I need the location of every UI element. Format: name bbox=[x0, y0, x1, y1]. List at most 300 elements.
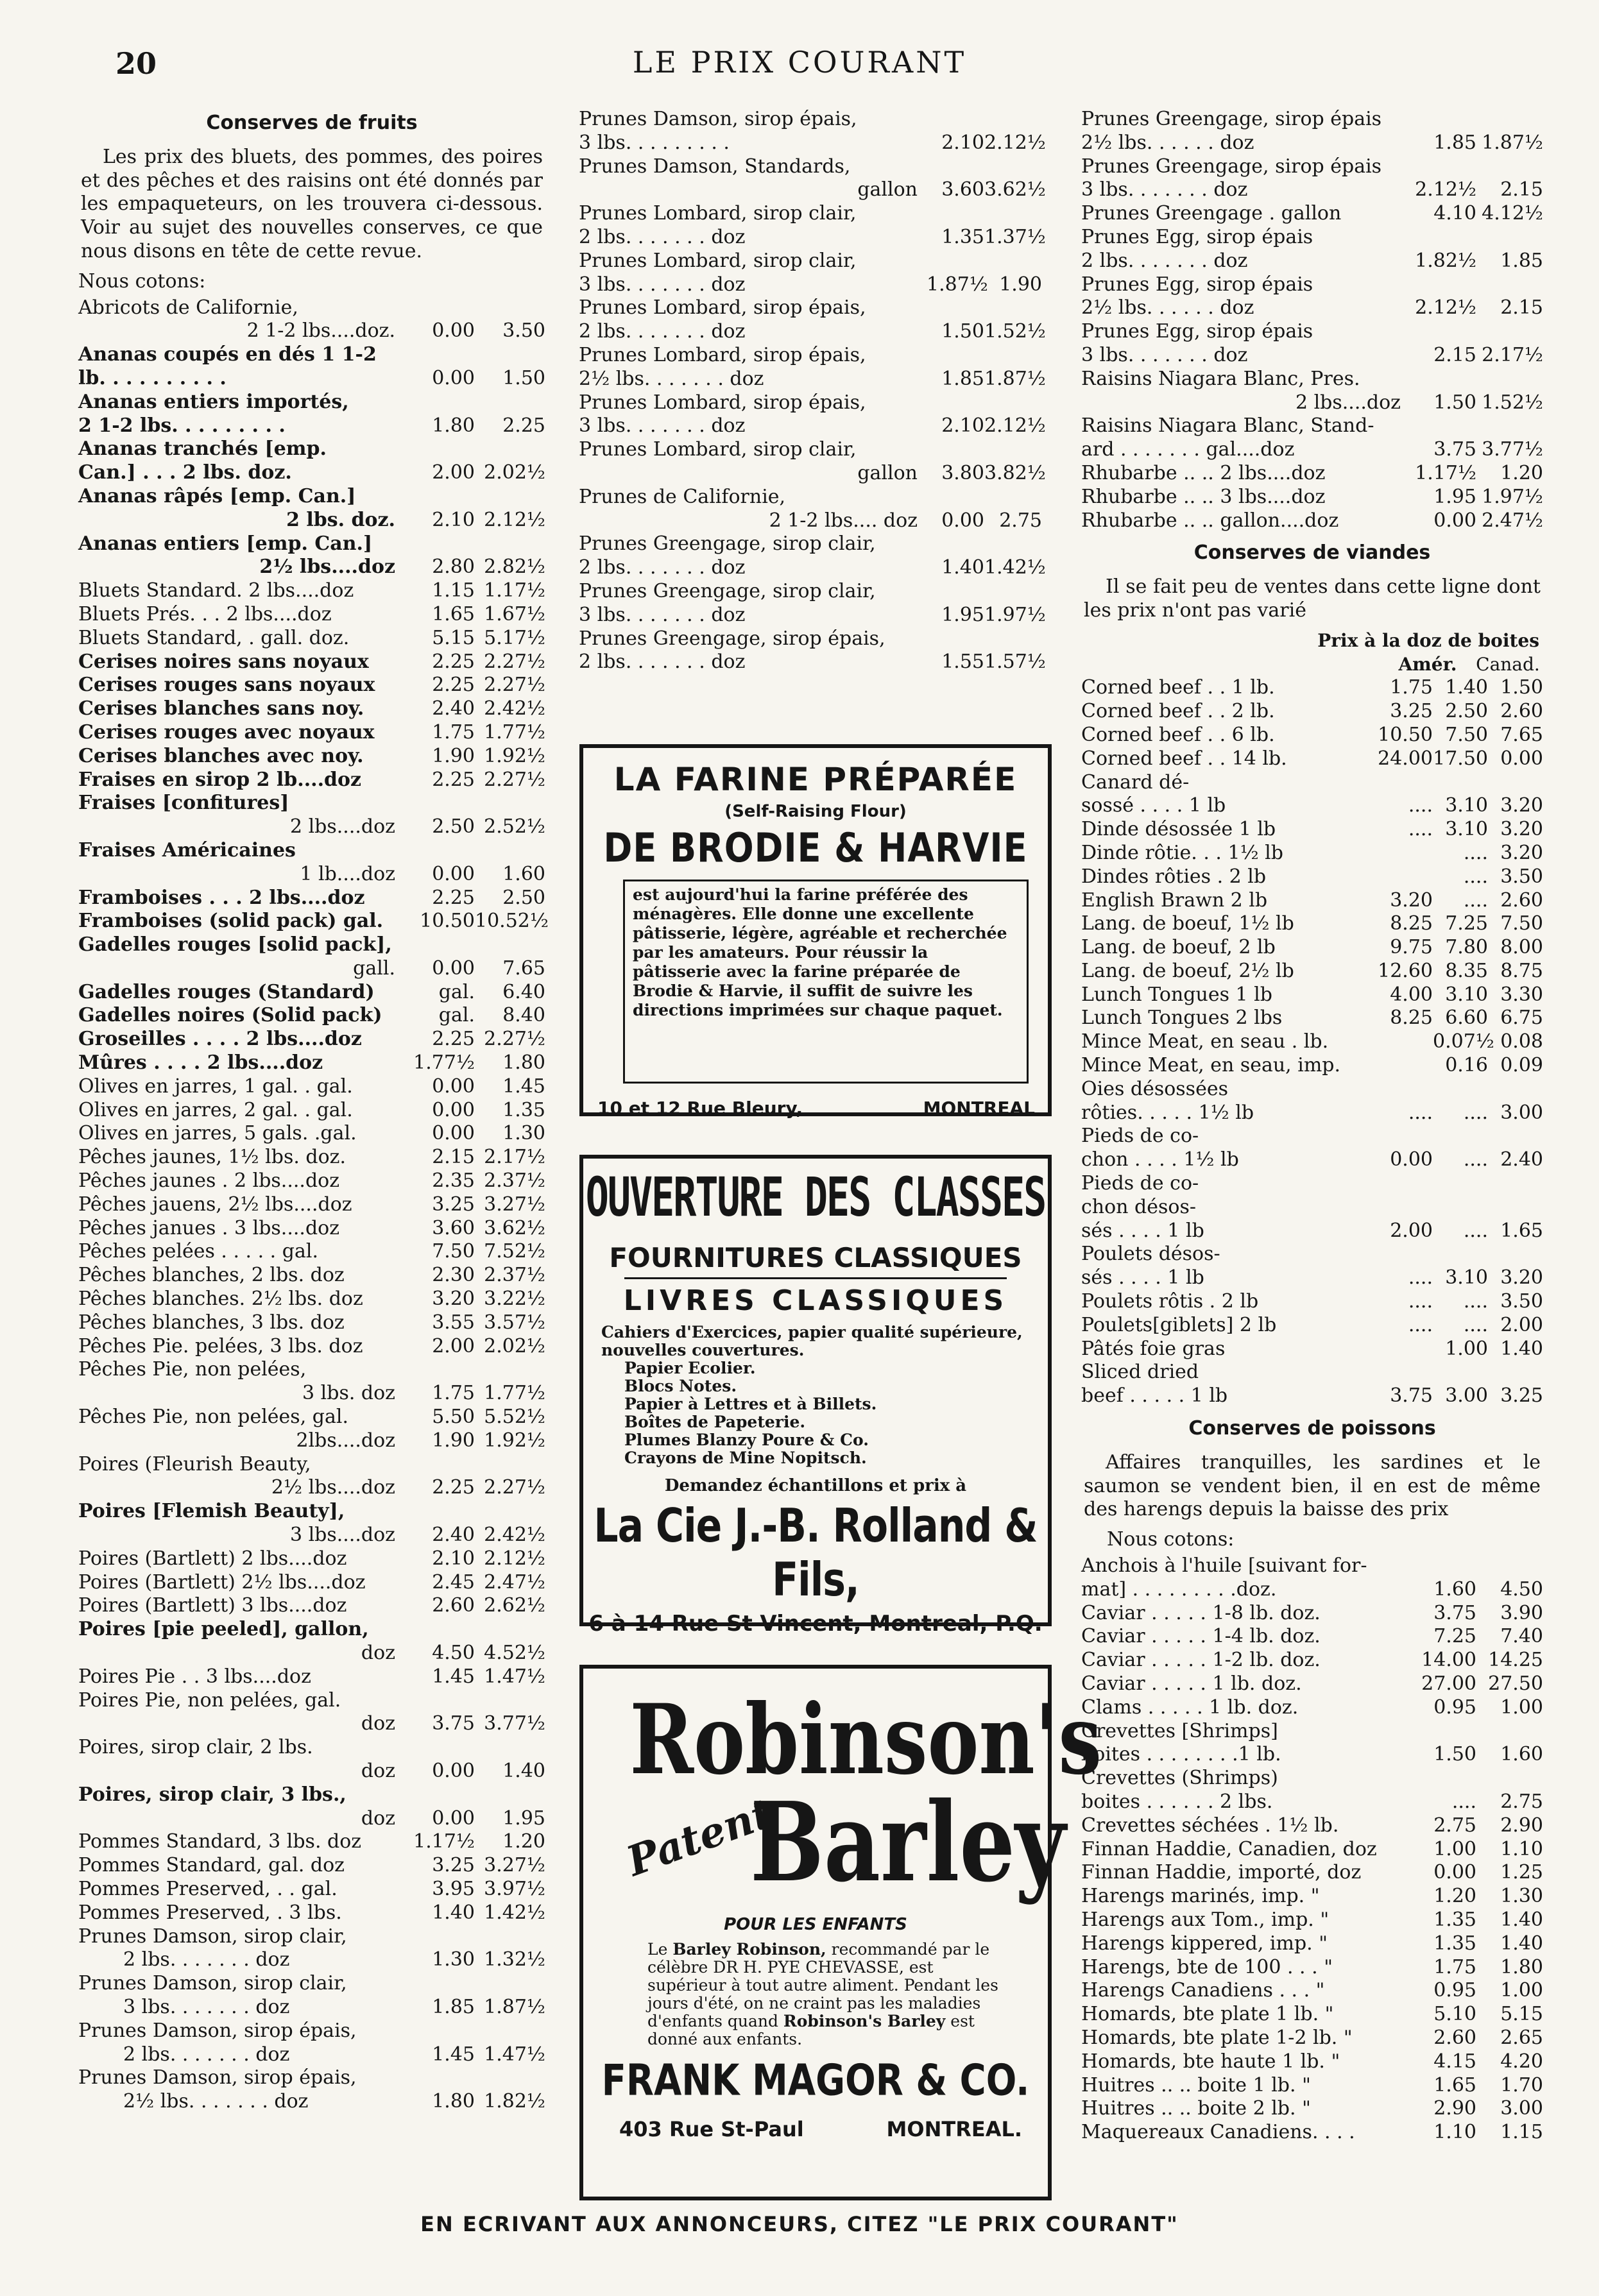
item-name: Poires (Bartlett) 3 lbs....doz bbox=[78, 1594, 347, 1617]
price-row bbox=[78, 532, 545, 556]
price-row bbox=[1081, 1554, 1543, 1578]
item-name: Framboises . . . 2 lbs....doz bbox=[78, 886, 365, 909]
item-price: 2.12½ bbox=[1415, 178, 1476, 201]
item-name: doz bbox=[361, 1759, 395, 1782]
item-name: Lunch Tongues 2 lbs bbox=[1081, 1007, 1283, 1030]
item-price bbox=[475, 391, 545, 414]
item-name: Prunes Egg, sirop épais bbox=[1081, 225, 1313, 248]
item-name: Dinde rôtie. . . 1½ lb bbox=[1081, 841, 1283, 864]
price-row bbox=[78, 1122, 545, 1146]
price-row bbox=[78, 1807, 545, 1831]
item-price: 1.80 bbox=[1500, 1955, 1543, 1978]
item-name: Huitres .. .. boite 2 lb. " bbox=[1081, 2097, 1311, 2120]
item-price: 2.42½ bbox=[484, 1524, 545, 1547]
item-name: Homards, bte plate 1-2 lb. " bbox=[1081, 2026, 1353, 2049]
item-price bbox=[1410, 368, 1476, 391]
item-price: 1.65 bbox=[1500, 1219, 1543, 1242]
item-name: Pêches blanches, 2 lbs. doz bbox=[78, 1264, 345, 1287]
item-price: 7.25 bbox=[1445, 912, 1488, 935]
item-price: 1.77½ bbox=[484, 1382, 545, 1405]
price-row bbox=[78, 2020, 545, 2043]
item-price: 3.00 bbox=[1445, 1384, 1488, 1407]
item-name: English Brawn 2 lb bbox=[1081, 889, 1268, 912]
item-price: 2.27½ bbox=[484, 768, 545, 791]
item-price: 2.12½ bbox=[484, 508, 545, 531]
item-name: 2 1-2 lbs....doz. bbox=[246, 319, 395, 343]
item-name: Lang. de boeuf, 1½ lb bbox=[1081, 912, 1294, 935]
item-name: Pêches blanches. 2½ lbs. doz bbox=[78, 1288, 363, 1311]
item-price: 2.12½ bbox=[984, 414, 1046, 438]
item-price bbox=[1476, 226, 1543, 250]
item-price: 12.60 bbox=[1378, 959, 1433, 982]
ad-barley-body-bold: Robinson's Barley bbox=[783, 2012, 946, 2030]
price-row bbox=[78, 1217, 545, 1241]
price-row bbox=[1081, 1172, 1543, 1196]
item-name: Lang. de boeuf, 2 lb bbox=[1081, 936, 1276, 959]
item-price: 1.75 bbox=[432, 720, 475, 744]
item-name: Caviar . . . . . 1-4 lb. doz. bbox=[1081, 1625, 1321, 1648]
item-price bbox=[1476, 108, 1543, 132]
item-price bbox=[1488, 1078, 1543, 1101]
item-price bbox=[927, 532, 984, 556]
ad-barley-body-text: recommandé par le célèbre DR H. PYE CHEVASSE, est supérieur à tout autre aliment. Pendant les jours d'été, on ne craint pas les maladies d'enfants quand bbox=[647, 1940, 998, 2030]
item-price: 1.87½ bbox=[927, 273, 988, 296]
price-row bbox=[78, 815, 545, 839]
ad-classes-line: Cahiers d'Exercices, papier qualité supérieure, nouvelles couvertures. bbox=[601, 1323, 1023, 1359]
item-price bbox=[1433, 1078, 1488, 1101]
item-price bbox=[1476, 155, 1543, 179]
section-title-fruits: Conserves de fruits bbox=[206, 112, 418, 134]
item-price: 1.82½ bbox=[1415, 249, 1476, 272]
item-price: 8.35 bbox=[1445, 959, 1488, 982]
fruit-price-list bbox=[78, 296, 549, 2114]
item-name: Poulets désos- bbox=[1081, 1243, 1220, 1266]
price-row bbox=[1081, 462, 1543, 486]
item-name: Prunes Greengage, sirop clair, bbox=[579, 532, 876, 556]
item-price: 2.45 bbox=[432, 1570, 475, 1594]
item-name: Crevettes (Shrimps) bbox=[1081, 1767, 1278, 1790]
item-price: 17.50 bbox=[1433, 747, 1488, 770]
item-name: Prunes de Californie, bbox=[579, 485, 786, 508]
item-price: 2.82½ bbox=[484, 556, 545, 579]
price-row bbox=[78, 556, 545, 579]
ad-barley-body-text: Le bbox=[647, 1940, 673, 1959]
ad-classes-line: Boîtes de Papeterie. bbox=[624, 1413, 806, 1431]
fruits-subhead: Nous cotons: bbox=[78, 269, 206, 293]
item-price: 2.15 bbox=[1500, 178, 1543, 201]
price-row bbox=[1081, 368, 1543, 391]
item-name: Raisins Niagara Blanc, Pres. bbox=[1081, 367, 1360, 390]
item-price: 3.77½ bbox=[1482, 438, 1543, 461]
item-name: Prunes Egg, sirop épais bbox=[1081, 320, 1313, 343]
item-price: 14.25 bbox=[1488, 1649, 1543, 1672]
item-price: 3.50 bbox=[502, 319, 545, 343]
item-price: 14.00 bbox=[1421, 1649, 1476, 1672]
page-number: 20 bbox=[115, 46, 157, 81]
item-price: 3.55 bbox=[432, 1311, 475, 1334]
item-name: Pommes Preserved, . 3 lbs. bbox=[78, 1901, 342, 1924]
item-price bbox=[1476, 1720, 1543, 1744]
item-name: boites . . . . . . . .1 lb. bbox=[1081, 1743, 1281, 1766]
item-price: 1.95 bbox=[502, 1807, 545, 1830]
ad-barley-city: MONTREAL. bbox=[886, 2117, 1022, 2141]
item-price: 7.65 bbox=[502, 957, 545, 980]
item-price: 7.50 bbox=[432, 1240, 475, 1263]
item-price: .... bbox=[1463, 841, 1488, 864]
price-row bbox=[1081, 1625, 1543, 1649]
item-price bbox=[984, 580, 1042, 604]
price-row bbox=[78, 1311, 545, 1335]
item-price: 2.00 bbox=[432, 461, 475, 484]
item-name: Finnan Haddie, Canadien, doz bbox=[1081, 1837, 1377, 1860]
item-price: 1.77½ bbox=[413, 1051, 475, 1075]
item-name: Prunes Lombard, sirop épais, bbox=[579, 391, 866, 414]
item-name: Pêches Pie. pelées, 3 lbs. doz bbox=[78, 1334, 363, 1357]
item-price: 1.50 bbox=[502, 366, 545, 389]
item-price: 10.50 bbox=[1378, 723, 1433, 746]
item-price bbox=[404, 1689, 475, 1713]
item-price: 2.10 bbox=[432, 508, 475, 531]
price-row bbox=[579, 556, 1046, 580]
item-price: 6.75 bbox=[1500, 1007, 1543, 1030]
item-name: gallon bbox=[857, 461, 918, 484]
price-row bbox=[1081, 226, 1543, 250]
item-name: Dinde désossée 1 lb bbox=[1081, 818, 1276, 841]
price-row bbox=[579, 461, 1046, 486]
price-row bbox=[78, 792, 545, 815]
price-row bbox=[1081, 1338, 1543, 1361]
price-row bbox=[579, 155, 1042, 179]
item-name: 2½ lbs. . . . . . . doz bbox=[123, 2090, 309, 2113]
item-price bbox=[1488, 771, 1543, 795]
item-price: 2.37½ bbox=[484, 1264, 545, 1287]
item-name: Cerises rouges avec noyaux bbox=[78, 720, 375, 744]
item-price: 3.75 bbox=[1390, 1384, 1433, 1407]
item-price: 2.25 bbox=[432, 650, 475, 673]
ad-robinsons-barley bbox=[579, 1665, 1102, 2200]
item-name: Pêches jaunes . 2 lbs....doz bbox=[78, 1169, 340, 1193]
price-row bbox=[1081, 865, 1543, 889]
item-price bbox=[927, 580, 984, 604]
item-name: Rhubarbe .. .. gallon....doz bbox=[1081, 509, 1339, 532]
price-row bbox=[78, 1500, 545, 1524]
item-price bbox=[475, 438, 545, 461]
price-row bbox=[78, 1146, 545, 1169]
item-price bbox=[927, 438, 984, 462]
item-price: .... bbox=[1451, 1790, 1476, 1813]
price-row bbox=[1081, 936, 1543, 960]
price-row bbox=[78, 863, 545, 887]
item-price bbox=[1476, 414, 1543, 438]
price-row bbox=[579, 320, 1046, 344]
price-row bbox=[78, 2090, 545, 2114]
fish-intro: Affaires tranquilles, les sardines et le saumon se vendent bien, il en est de même des harengs depuis la baisse des prix bbox=[1084, 1450, 1541, 1521]
item-name: Pommes Preserved, . . gal. bbox=[78, 1877, 338, 1900]
price-row bbox=[78, 1736, 545, 1760]
item-name: Fraises [confitures] bbox=[78, 792, 289, 815]
item-price: 1.67½ bbox=[484, 602, 545, 625]
item-price bbox=[1410, 1720, 1476, 1744]
price-row bbox=[579, 178, 1046, 202]
item-price: 0.00 bbox=[432, 1807, 475, 1830]
ad-farine-headline: LA FARINE PRÉPARÉE bbox=[613, 761, 1018, 798]
item-price: 0.00 bbox=[432, 862, 475, 885]
item-name: Corned beef . . 2 lb. bbox=[1081, 700, 1275, 723]
item-price bbox=[984, 296, 1042, 320]
item-price: 1.17½ bbox=[484, 579, 545, 602]
item-price: 1.80 bbox=[502, 1051, 545, 1075]
item-price: 8.75 bbox=[1500, 959, 1543, 982]
item-price: 0.00 bbox=[941, 509, 984, 532]
item-price: 9.75 bbox=[1390, 936, 1433, 959]
item-name: Poires [Flemish Beauty], bbox=[78, 1500, 345, 1523]
item-name: Poulets rôtis . 2 lb bbox=[1081, 1290, 1259, 1313]
price-row bbox=[1081, 1932, 1543, 1956]
item-price: 1.60 bbox=[502, 862, 545, 885]
item-name: Prunes Damson, sirop épais, bbox=[579, 108, 857, 130]
price-row bbox=[1081, 1720, 1543, 1744]
item-name: Prunes Lombard, sirop clair, bbox=[579, 202, 857, 225]
item-price: 2.90 bbox=[1433, 2097, 1476, 2120]
item-name: 3 lbs. . . . . . . doz bbox=[1081, 178, 1248, 201]
ad-classes-list bbox=[601, 1323, 1048, 1467]
price-row bbox=[579, 108, 1042, 132]
item-price: 1.10 bbox=[1433, 2121, 1476, 2144]
price-row bbox=[78, 839, 545, 863]
price-row bbox=[1081, 344, 1543, 368]
ad-farine-address: 10 et 12 Rue Bleury, bbox=[597, 1098, 803, 1119]
item-price bbox=[404, 391, 475, 414]
item-name: Harengs, bte de 100 . . . " bbox=[1081, 1955, 1333, 1978]
ad-farine-subtitle: (Self-Raising Flour) bbox=[724, 802, 907, 821]
item-name: Poires [pie peeled], gallon, bbox=[78, 1618, 369, 1641]
item-name: Caviar . . . . . 1-8 lb. doz. bbox=[1081, 1601, 1321, 1624]
item-name: Harengs kippered, imp. " bbox=[1081, 1932, 1328, 1955]
item-name: 3 lbs. . . . . . . doz bbox=[1081, 343, 1248, 366]
price-row bbox=[1081, 108, 1543, 132]
price-row bbox=[78, 461, 545, 485]
item-price bbox=[1378, 1125, 1433, 1148]
item-price: 2.60 bbox=[1433, 2026, 1476, 2049]
price-row bbox=[1081, 1861, 1543, 1885]
ad-farine-city: MONTREAL bbox=[923, 1098, 1035, 1119]
price-row bbox=[1081, 1885, 1543, 1909]
price-row bbox=[1081, 296, 1543, 320]
item-name: Harengs marinés, imp. " bbox=[1081, 1885, 1320, 1908]
item-price: 2.12½ bbox=[984, 131, 1046, 154]
item-price bbox=[404, 485, 475, 509]
item-name: Prunes Greengage, sirop épais bbox=[1081, 108, 1382, 130]
item-price: 1.40 bbox=[1445, 676, 1488, 699]
item-name: lb. . . . . . . . . . bbox=[78, 366, 227, 389]
item-price: 0.00 bbox=[432, 1098, 475, 1121]
item-price: 0.16 bbox=[1445, 1054, 1488, 1077]
item-price: 1.85 bbox=[1433, 131, 1476, 154]
item-price: 3.80 bbox=[941, 461, 984, 484]
item-price: 1.40 bbox=[1500, 1337, 1543, 1360]
item-price bbox=[1476, 1767, 1543, 1790]
item-price: 2.65 bbox=[1500, 2026, 1543, 2049]
ad-barley-firm: FRANK MAGOR & CO. bbox=[601, 2055, 1030, 2106]
ad-barley-product: Barley bbox=[750, 1778, 1066, 1907]
item-name: Lang. de boeuf, 2½ lb bbox=[1081, 959, 1294, 982]
item-name: Fraises Américaines bbox=[78, 838, 296, 862]
item-name: Sliced dried bbox=[1081, 1361, 1199, 1384]
ad-barley-address: 403 Rue St-Paul bbox=[619, 2117, 804, 2141]
item-price bbox=[927, 296, 984, 320]
item-name: 2½ lbs....doz bbox=[271, 1476, 395, 1499]
price-row bbox=[78, 1358, 545, 1382]
price-row bbox=[1081, 1125, 1543, 1148]
item-price: 5.15 bbox=[432, 626, 475, 649]
item-price: 1.20 bbox=[502, 1830, 545, 1853]
item-price: .... bbox=[1463, 1219, 1488, 1242]
item-name: Caviar . . . . . 1 lb. doz. bbox=[1081, 1672, 1302, 1695]
item-price bbox=[1433, 1172, 1488, 1196]
price-row bbox=[78, 1996, 545, 2020]
price-row bbox=[579, 438, 1042, 462]
item-price: .... bbox=[1463, 1290, 1488, 1313]
price-row bbox=[1081, 1290, 1543, 1314]
item-name: Prunes Lombard, sirop épais, bbox=[579, 343, 866, 366]
item-price bbox=[475, 1925, 545, 1949]
item-price: 0.00 bbox=[432, 1075, 475, 1098]
item-price: 3.27½ bbox=[484, 1193, 545, 1216]
item-price bbox=[1488, 1172, 1543, 1196]
prune-price-list-continued bbox=[1081, 108, 1543, 532]
price-row bbox=[1081, 2074, 1543, 2098]
item-price bbox=[1410, 1554, 1476, 1578]
item-price: 1.47½ bbox=[484, 2043, 545, 2066]
item-price bbox=[984, 532, 1042, 556]
item-price bbox=[1378, 771, 1433, 795]
item-price: 0.00 bbox=[1433, 1861, 1476, 1884]
price-row bbox=[1081, 676, 1543, 700]
price-row bbox=[1081, 509, 1543, 533]
item-price bbox=[475, 1358, 545, 1382]
ad-barley-body bbox=[647, 1941, 1009, 2048]
item-price: 2.25 bbox=[432, 886, 475, 909]
item-price bbox=[927, 250, 984, 273]
item-price bbox=[475, 792, 545, 815]
price-row bbox=[78, 769, 545, 792]
item-name: 2 lbs. . . . . . . doz bbox=[123, 2043, 290, 2066]
item-price: 4.50 bbox=[1500, 1577, 1543, 1601]
price-row bbox=[1081, 273, 1543, 297]
item-price: 2.60 bbox=[432, 1594, 475, 1617]
item-price bbox=[984, 391, 1042, 415]
price-row bbox=[579, 580, 1042, 604]
ad-barley-address-line bbox=[619, 2117, 1022, 2141]
item-price: 4.12½ bbox=[1482, 202, 1543, 225]
item-price: 2.62½ bbox=[484, 1594, 545, 1617]
item-name: Prunes Damson, sirop épais, bbox=[78, 2019, 357, 2042]
price-row bbox=[1081, 2003, 1543, 2027]
price-row bbox=[78, 1547, 545, 1571]
item-price: 1.50 bbox=[941, 320, 984, 343]
item-price: 4.15 bbox=[1433, 2050, 1476, 2073]
item-price: .... bbox=[1463, 889, 1488, 912]
price-row bbox=[1081, 1030, 1543, 1054]
item-price bbox=[404, 1736, 475, 1760]
price-row bbox=[579, 296, 1042, 320]
item-price: 5.17½ bbox=[484, 626, 545, 649]
price-row bbox=[78, 627, 545, 651]
item-price: 1.75 bbox=[1433, 1955, 1476, 1978]
item-price: 1.90 bbox=[432, 1429, 475, 1452]
item-price bbox=[475, 532, 545, 556]
item-price: 2.50 bbox=[1445, 700, 1488, 723]
item-price: 10.52½ bbox=[475, 910, 549, 933]
item-price: 5.10 bbox=[1433, 2003, 1476, 2026]
price-row bbox=[1081, 1672, 1543, 1696]
price-row bbox=[78, 414, 545, 438]
price-row bbox=[78, 1760, 545, 1783]
price-row bbox=[1081, 1602, 1543, 1626]
item-price bbox=[475, 2020, 545, 2043]
item-name: Maquereaux Canadiens. . . . bbox=[1081, 2121, 1355, 2144]
item-price bbox=[984, 438, 1042, 462]
price-row bbox=[78, 438, 545, 461]
item-price: 3.75 bbox=[1433, 438, 1476, 461]
item-price: 2.27½ bbox=[484, 650, 545, 673]
item-price: 5.52½ bbox=[484, 1406, 545, 1429]
item-price: 2.52½ bbox=[484, 815, 545, 838]
item-price bbox=[1378, 1338, 1433, 1361]
item-name: Poires, sirop clair, 3 lbs., bbox=[78, 1783, 346, 1806]
item-price: 2.02½ bbox=[484, 1334, 545, 1357]
item-name: Poires (Bartlett) 2 lbs....doz bbox=[78, 1547, 347, 1570]
item-price: 2.40 bbox=[1500, 1148, 1543, 1171]
item-price: 4.20 bbox=[1500, 2050, 1543, 2073]
item-price bbox=[475, 1618, 545, 1642]
item-price: 1.82½ bbox=[484, 2090, 545, 2113]
item-price: 8.40 bbox=[502, 1004, 545, 1027]
item-price bbox=[404, 1500, 475, 1524]
item-price: 1.65 bbox=[432, 602, 475, 625]
ad-farine-brodie-harvie bbox=[579, 744, 1052, 1119]
item-name: 2 lbs. . . . . . . doz bbox=[1081, 249, 1248, 272]
item-price: 1.87½ bbox=[484, 1995, 545, 2018]
item-name: Pieds de co- bbox=[1081, 1125, 1199, 1148]
item-price: 1.95 bbox=[941, 603, 984, 626]
ad-barley-product-line bbox=[583, 1778, 1066, 1907]
item-price: 3.50 bbox=[1500, 865, 1543, 888]
item-price: 2.10 bbox=[941, 414, 984, 438]
item-name: Pêches jaunes, 1½ lbs. doz. bbox=[78, 1146, 346, 1169]
item-name: Clams . . . . . 1 lb. doz. bbox=[1081, 1696, 1299, 1719]
price-row bbox=[579, 509, 1042, 533]
price-row bbox=[1081, 1361, 1543, 1384]
item-price bbox=[404, 1618, 475, 1642]
item-name: Harengs Canadiens . . . " bbox=[1081, 1979, 1325, 2002]
item-price bbox=[1378, 1243, 1433, 1266]
item-price: .... bbox=[1463, 1101, 1488, 1124]
item-price: 1.85 bbox=[432, 1995, 475, 2018]
price-row bbox=[579, 603, 1046, 627]
ad-barley-body-bold: Barley Robinson, bbox=[672, 1940, 826, 1959]
item-price: 1.45 bbox=[432, 1665, 475, 1688]
item-price: 3.20 bbox=[1500, 1266, 1543, 1289]
item-price: 3.25 bbox=[1390, 700, 1433, 723]
item-price: 2.25 bbox=[432, 1476, 475, 1499]
price-row bbox=[78, 887, 545, 910]
item-price: gal. bbox=[438, 1004, 475, 1027]
item-price bbox=[1410, 226, 1476, 250]
item-name: Prunes Damson, sirop clair, bbox=[78, 1972, 347, 1995]
price-row bbox=[78, 1288, 545, 1311]
price-row bbox=[78, 1429, 545, 1453]
